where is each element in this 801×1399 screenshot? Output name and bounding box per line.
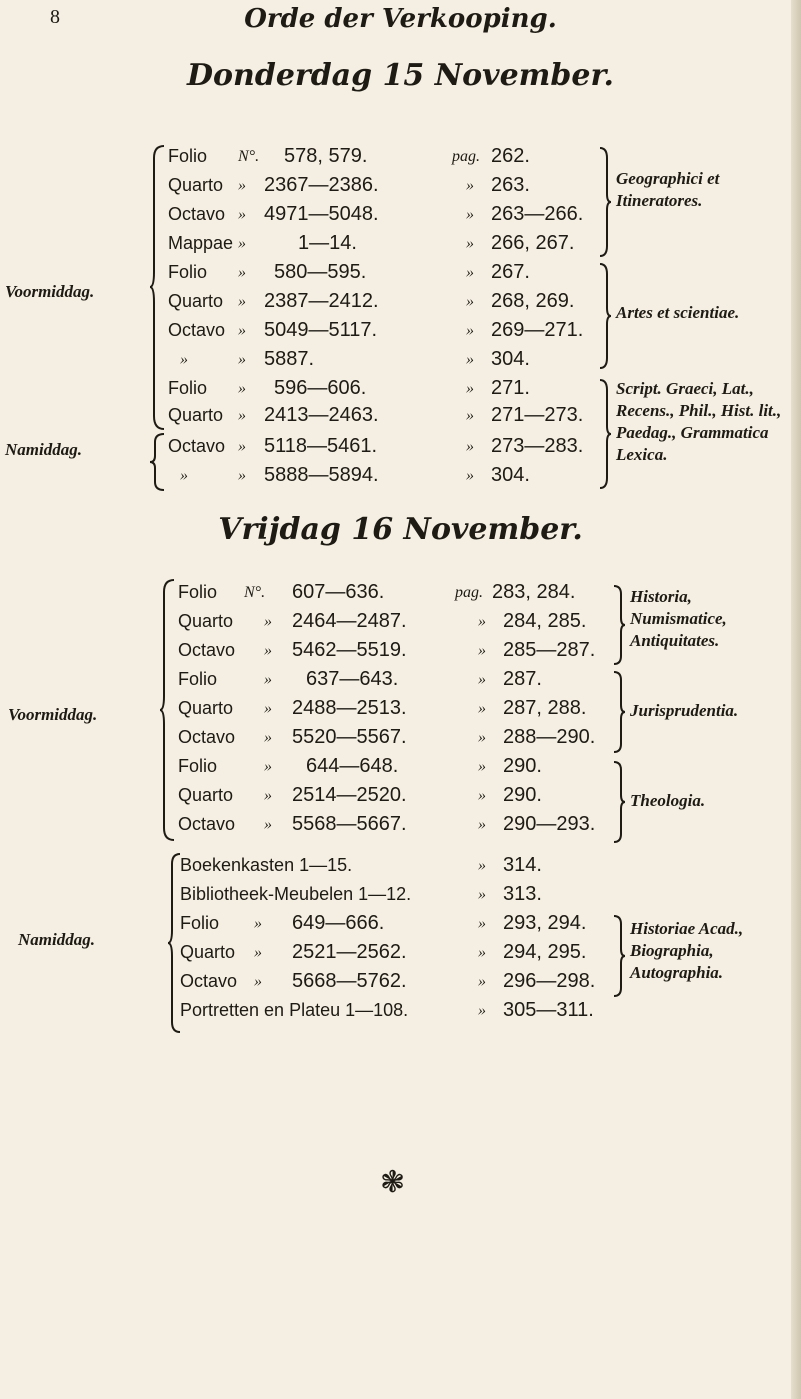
pag-mark-cell: » <box>466 407 474 424</box>
format-cell: Folio <box>178 582 218 602</box>
pages-cell: 284, 285. <box>503 610 587 632</box>
format-cell: Octavo <box>180 971 238 991</box>
format-cell: Quarto <box>168 405 224 425</box>
format-cell: Quarto <box>168 175 224 195</box>
right-brace <box>612 914 626 998</box>
pag-mark-cell: » <box>466 235 474 252</box>
format-cell: Folio <box>178 756 218 776</box>
pages-cell: 287, 288. <box>503 697 587 719</box>
pag-mark-cell: pag. <box>455 584 483 601</box>
pages-cell: 285—287. <box>503 639 596 661</box>
mark-cell: » <box>238 380 246 397</box>
lots-cell: 2488—2513. <box>292 697 407 719</box>
format-cell: Folio <box>168 146 208 166</box>
session-label: Voormiddag. <box>8 705 98 724</box>
format-cell: Folio <box>168 262 208 282</box>
pag-mark-cell: » <box>466 380 474 397</box>
mark-cell: » <box>254 944 262 961</box>
mark-cell: » <box>254 973 262 990</box>
pages-cell: 287. <box>503 668 542 690</box>
text-cell: Portretten en Plateu 1—108. <box>180 1000 409 1020</box>
mark-cell: » <box>238 235 246 252</box>
mark-cell: » <box>264 671 272 688</box>
format-cell: Octavo <box>168 436 226 456</box>
lots-cell: 637—643. <box>306 668 399 690</box>
left-brace <box>150 432 166 492</box>
mark-cell: » <box>238 351 246 368</box>
pages-cell: 304. <box>491 464 530 486</box>
pag-mark-cell: » <box>466 293 474 310</box>
pag-mark-cell: » <box>478 857 486 874</box>
pages-cell: 296—298. <box>503 970 596 992</box>
mark-cell: » <box>238 293 246 310</box>
mark-cell: » <box>238 467 246 484</box>
right-brace <box>612 584 626 666</box>
lots-cell: 5049—5117. <box>264 319 378 341</box>
pag-mark-cell: » <box>478 944 486 961</box>
lots-cell: 649—666. <box>292 912 385 934</box>
mark-cell: » <box>264 613 272 630</box>
format-cell: Folio <box>168 378 208 398</box>
pag-mark-cell: » <box>478 973 486 990</box>
pages-cell: 314. <box>503 854 542 876</box>
format-cell: Quarto <box>180 942 236 962</box>
pag-mark-cell: » <box>466 264 474 281</box>
mark-cell: » <box>264 700 272 717</box>
lots-cell: 2387—2412. <box>264 290 379 312</box>
format-cell: Octavo <box>168 320 226 340</box>
mark-cell: » <box>264 642 272 659</box>
subject-label: Theologia. <box>630 791 706 810</box>
text-cell: Boekenkasten 1—15. <box>180 855 353 875</box>
format-cell: Quarto <box>168 291 224 311</box>
pages-cell: 305—311. <box>503 999 594 1021</box>
lots-cell: 596—606. <box>274 377 367 399</box>
day-title: Vrijdag 16 November. <box>218 512 583 547</box>
pages-cell: 263. <box>491 174 530 196</box>
pages-cell: 290. <box>503 755 542 777</box>
pag-mark-cell: » <box>478 642 486 659</box>
mark-cell: » <box>238 438 246 455</box>
format-cell: Folio <box>178 669 218 689</box>
pag-mark-cell: » <box>466 177 474 194</box>
pages-cell: 283, 284. <box>492 581 576 603</box>
pag-mark-cell: pag. <box>452 148 480 165</box>
pag-mark-cell: » <box>478 613 486 630</box>
mark-cell: » <box>264 816 272 833</box>
mark-cell: » <box>238 407 246 424</box>
pag-mark-cell: » <box>478 671 486 688</box>
pages-cell: 263—266. <box>491 203 584 225</box>
pages-cell: 290—293. <box>503 813 596 835</box>
day-title: Donderdag 15 November. <box>187 58 614 93</box>
format-cell: Mappae <box>168 233 234 253</box>
lots-cell: 5888—5894. <box>264 464 379 486</box>
lots-cell: 2521—2562. <box>292 941 407 963</box>
format-cell: » <box>180 351 188 368</box>
subject-label: Historiae Acad., Biographia, Autographia. <box>630 919 744 982</box>
format-cell: Octavo <box>178 814 236 834</box>
mark-cell: » <box>238 264 246 281</box>
format-cell: Folio <box>180 913 220 933</box>
format-cell: Octavo <box>178 640 236 660</box>
pag-mark-cell: » <box>466 438 474 455</box>
pages-cell: 313. <box>503 883 542 905</box>
pag-mark-cell: » <box>466 351 474 368</box>
format-cell: Quarto <box>178 785 234 805</box>
lots-cell: 5568—5667. <box>292 813 407 835</box>
lots-cell: 2464—2487. <box>292 610 407 632</box>
session-label: Namiddag. <box>18 930 95 949</box>
lots-cell: 5118—5461. <box>264 435 378 457</box>
subject-label: Jurisprudentia. <box>630 701 739 720</box>
pages-cell: 266, 267. <box>491 232 575 254</box>
session-label: Namiddag. <box>5 440 82 459</box>
left-brace <box>150 144 166 431</box>
pag-mark-cell: » <box>478 700 486 717</box>
lots-cell: 5887. <box>264 348 315 370</box>
pages-cell: 304. <box>491 348 530 370</box>
pag-mark-cell: » <box>466 322 474 339</box>
pages-cell: 262. <box>491 145 530 167</box>
lots-cell: 5520—5567. <box>292 726 407 748</box>
right-brace <box>612 670 626 754</box>
pages-cell: 271—273. <box>491 404 584 426</box>
mark-cell: » <box>264 758 272 775</box>
lots-cell: 5462—5519. <box>292 639 407 661</box>
pages-cell: 267. <box>491 261 530 283</box>
mark-cell: N°. <box>238 148 260 165</box>
pag-mark-cell: » <box>478 787 486 804</box>
pag-mark-cell: » <box>478 915 486 932</box>
mark-cell: » <box>254 915 262 932</box>
text-cell: Bibliotheek-Meubelen 1—12. <box>180 884 412 904</box>
subject-label: Script. Graeci, Lat., Recens., Phil., Hist. lit., Paedag., Grammatica Lexica. <box>616 379 782 464</box>
lots-cell: 2514—2520. <box>292 784 407 806</box>
pag-mark-cell: » <box>478 729 486 746</box>
lots-cell: 644—648. <box>306 755 399 777</box>
format-cell: Octavo <box>168 204 226 224</box>
right-brace <box>612 760 626 844</box>
pag-mark-cell: » <box>466 206 474 223</box>
mark-cell: » <box>238 322 246 339</box>
mark-cell: » <box>238 206 246 223</box>
pag-mark-cell: » <box>466 467 474 484</box>
mark-cell: » <box>264 729 272 746</box>
subject-label: Artes et scientiae. <box>616 303 740 322</box>
pag-mark-cell: » <box>478 886 486 903</box>
mark-cell: N°. <box>244 584 266 601</box>
lots-cell: 580—595. <box>274 261 367 283</box>
running-header: Orde der Verkooping. <box>244 4 557 34</box>
left-brace <box>160 578 176 842</box>
right-brace <box>598 262 612 370</box>
lots-cell: 2367—2386. <box>264 174 379 196</box>
pages-cell: 268, 269. <box>491 290 575 312</box>
pages-cell: 271. <box>491 377 530 399</box>
pages-cell: 273—283. <box>491 435 584 457</box>
lots-cell: 4971—5048. <box>264 203 379 225</box>
format-cell: Quarto <box>178 698 234 718</box>
right-brace <box>598 378 612 490</box>
format-cell: Octavo <box>178 727 236 747</box>
subject-label: Geographici et Itineratores. <box>616 169 720 210</box>
pag-mark-cell: » <box>478 816 486 833</box>
pages-cell: 294, 295. <box>503 941 587 963</box>
page-number: 8 <box>50 6 60 28</box>
pages-cell: 269—271. <box>491 319 584 341</box>
lots-cell: 5668—5762. <box>292 970 407 992</box>
lots-cell: 1—14. <box>298 232 357 254</box>
lots-cell: 607—636. <box>292 581 385 603</box>
mark-cell: » <box>238 177 246 194</box>
right-brace <box>598 146 612 258</box>
format-cell: » <box>180 467 188 484</box>
mark-cell: » <box>264 787 272 804</box>
pag-mark-cell: » <box>478 1002 486 1019</box>
pages-cell: 290. <box>503 784 542 806</box>
pag-mark-cell: » <box>478 758 486 775</box>
subject-label: Historia, Numismatice, Antiquitates. <box>630 587 727 650</box>
ornament-icon: ❃ <box>380 1165 406 1200</box>
pages-cell: 288—290. <box>503 726 596 748</box>
format-cell: Quarto <box>178 611 234 631</box>
lots-cell: 578, 579. <box>284 145 368 167</box>
session-label: Voormiddag. <box>5 282 95 301</box>
pages-cell: 293, 294. <box>503 912 587 934</box>
lots-cell: 2413—2463. <box>264 404 379 426</box>
page-edge <box>791 0 801 1399</box>
